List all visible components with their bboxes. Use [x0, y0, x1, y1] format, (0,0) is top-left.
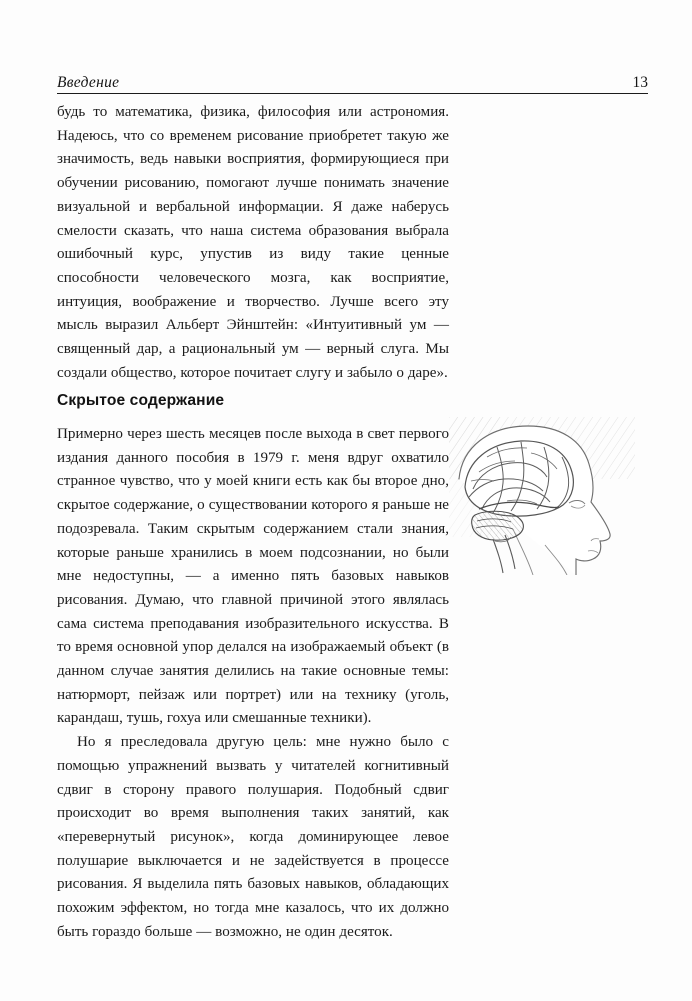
body-text-block-top — [57, 101, 449, 385]
section-heading: Скрытое содержание — [57, 392, 225, 409]
body-text-block-bottom — [57, 423, 449, 944]
running-head — [57, 68, 648, 94]
paragraph: Но я преследовала другую цель: мне нужно было с помощью упражнений вызвать у читателей когнитивный сдвиг в сторону правого полушария. Подобный сдвиг происходит во время выполнения таких занятий, как «перевернутый рисунок», когда доминирующее левое полушарие выключается и не задействуется в процессе рисования. Я выделила пять базовых навыков, обладающих похожим эффектом, но тогда мне казалось, что их должно быть гораздо больше — возможно, не один десяток. — [57, 734, 449, 940]
brain-profile-drawing — [449, 417, 635, 575]
running-head-title: Введение — [57, 73, 120, 91]
brain-profile-illustration — [449, 417, 635, 575]
paragraph: Примерно через шесть месяцев после выхода в свет первого издания данного пособия в 1979 г. меня вдруг охватило странное чувство, что у моей книги есть как бы второе дно, скрытое содержание, о существовании которого я раньше не подозревала. Таким скрытым содержанием стали знания, которые раньше хранились в моем подсознании, но были мне недоступны, — а именно пять базовых навыков рисования. Думаю, что главной причиной этого являлась сама система преподавания изобразительного искусства. В то время основной упор делался на изображаемый объект (в данном случае занятия делились на такие основные темы: натюрморт, пейзаж или портрет) или на технику (уголь, карандаш, тушь, гохуа или смешанные техники). — [57, 426, 449, 727]
paragraph: будь то математика, физика, философия или астрономия. Надеюсь, что со временем рисование приобретет такую же значимость, ведь навыки восприятия, формирующиеся при обучении рисованию, помогают лучше понимать значение визуальной и вербальной информации. Я даже наберусь смелости сказать, что наша система образования выбрала ошибочный курс, упустив из виду такие ценные способности человеческого мозга, как восприятие, интуиция, воображение и творчество. Лучше всего эту мысль выразил Альберт Эйнштейн: «Интуитивный ум — священный дар, а рациональный ум — верный слуга. Мы создали общество, которое почитает слугу и забыло о даре». — [57, 104, 449, 381]
page-number: 13 — [632, 73, 648, 91]
